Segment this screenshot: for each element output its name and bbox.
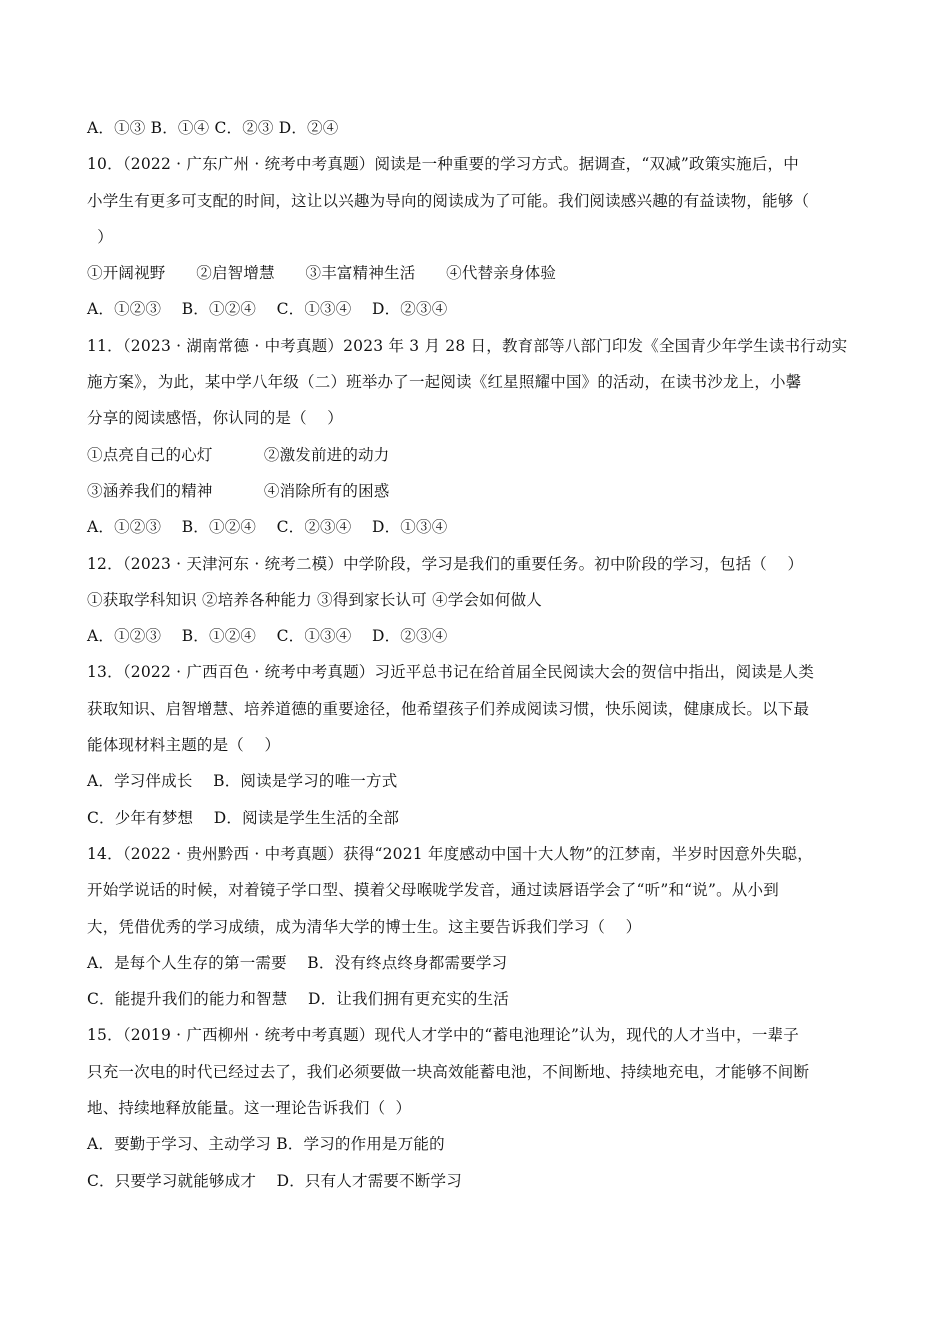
q13-options-1: A．学习伴成长 B．阅读是学习的唯一方式 [87, 772, 398, 791]
q10-options: A．①②③ B．①②④ C．①③④ D．②③④ [87, 300, 448, 319]
q9-options: A．①③ B．①④ C．②③ D．②④ [87, 119, 339, 137]
q12-options: A．①②③ B．①②④ C．①③④ D．②③④ [87, 627, 448, 646]
q13-options-2: C．少年有梦想 D．阅读是学生生活的全部 [87, 808, 400, 827]
q15-stem-line-3: 地、持续地释放能量。这一理论告诉我们（ ） [87, 1099, 412, 1118]
q12-stem: 12．（2023 · 天津河东 · 统考二模）中学阶段，学习是我们的重要任务。初中阶段的学习，包括（ ） [87, 554, 804, 573]
q10-stem-line-1: 10．（2022 · 广东广州 · 统考中考真题）阅读是一种重要的学习方式。据调查，“双减”政策实施后，中 [87, 155, 799, 174]
q14-options-1: A．是每个人生存的第一需要 B．没有终点终身都需要学习 [87, 953, 508, 972]
q14-stem-line-1: 14．（2022 · 贵州黔西 · 中考真题）获得“2021 年度感动中国十大人物”的江梦南，半岁时因意外失聪， [87, 844, 813, 863]
q11-items-1: ①点亮自己的心灯 ②激发前进的动力 [87, 445, 390, 464]
q11-stem-line-2: 施方案》，为此，某中学八年级（二）班举办了一起阅读《红星照耀中国》的活动，在读书沙龙上，小馨 [87, 373, 802, 392]
q12-items: ①获取学科知识 ②培养各种能力 ③得到家长认可 ④学会如何做人 [87, 590, 542, 609]
q11-stem-line-1: 11．（2023 · 湖南常德 · 中考真题）2023 年 3 月 28 日，教育部等八部门印发《全国青少年学生读书行动实 [87, 336, 848, 355]
q11-items-2: ③涵养我们的精神 ④消除所有的困惑 [87, 481, 390, 500]
q13-stem-line-1: 13．（2022 · 广西百色 · 统考中考真题）习近平总书记在给首届全民阅读大会的贺信中指出，阅读是人类 [87, 663, 815, 682]
q15-stem-line-2: 只充一次电的时代已经过去了，我们必须要做一块高效能蓄电池，不间断地、持续地充电，才能够不间断 [87, 1062, 810, 1081]
q10-stem-line-3: ） [87, 227, 113, 246]
q15-options-1: A．要勤于学习、主动学习 B．学习的作用是万能的 [87, 1135, 445, 1154]
q15-stem-line-1: 15．（2019 · 广西柳州 · 统考中考真题）现代人才学中的“蓄电池理论”认为，现代的人才当中，一辈子 [87, 1026, 799, 1045]
q13-stem-line-3: 能体现材料主题的是（ ） [87, 736, 281, 755]
q11-options: A．①②③ B．①②④ C．②③④ D．①③④ [87, 518, 448, 537]
q11-stem-line-3: 分享的阅读感悟，你认同的是（ ） [87, 409, 344, 428]
q10-stem-line-2: 小学生有更多可支配的时间，这让以兴趣为导向的阅读成为了可能。我们阅读感兴趣的有益读物，能够（ [87, 191, 810, 210]
q14-stem-line-2: 开始学说话的时候，对着镜子学口型、摸着父母喉咙学发音，通过读唇语学会了“听”和“说”。从小到 [87, 881, 779, 900]
q15-options-2: C．只要学习就能够成才 D．只有人才需要不断学习 [87, 1171, 462, 1190]
q14-options-2: C．能提升我们的能力和智慧 D．让我们拥有更充实的生活 [87, 990, 509, 1009]
q13-stem-line-2: 获取知识、启智增慧、培养道德的重要途径，他希望孩子们养成阅读习惯，快乐阅读，健康成长。以下最 [87, 699, 810, 718]
question-list [87, 110, 865, 1199]
q10-items: ①开阔视野 ②启智增慧 ③丰富精神生活 ④代替亲身体验 [87, 264, 557, 283]
q14-stem-line-3: 大，凭借优秀的学习成绩，成为清华大学的博士生。这主要告诉我们学习（ ） [87, 917, 642, 936]
